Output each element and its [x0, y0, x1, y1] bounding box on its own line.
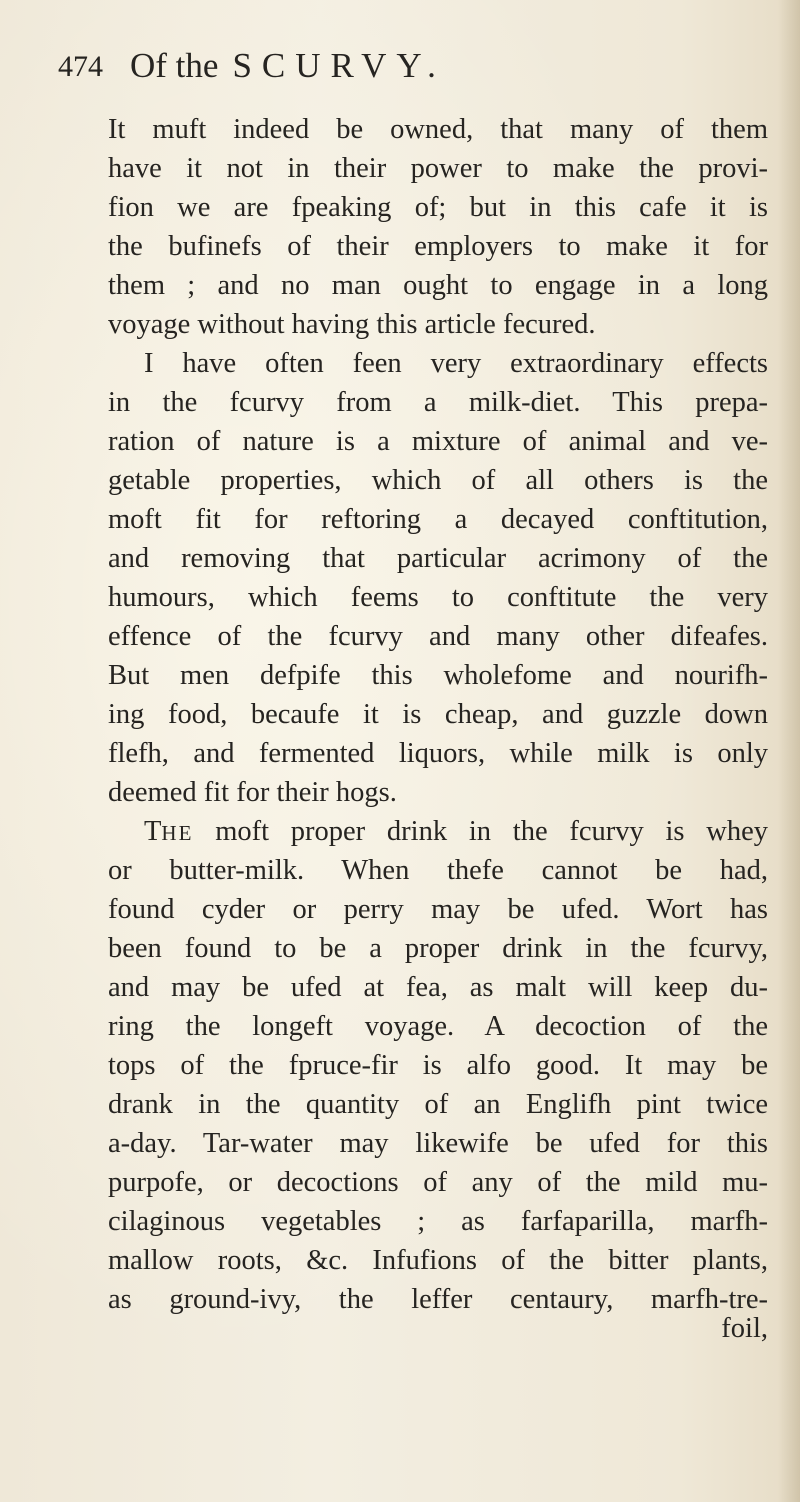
text-line: found cyder or perry may be ufed. Wort has: [108, 894, 768, 925]
catchword: foil,: [721, 1313, 768, 1344]
text-line: humours, which feems to conftitute the very: [108, 582, 768, 613]
text-line: effence of the fcurvy and many other difeafes.: [108, 621, 768, 652]
page-header: [58, 46, 758, 96]
text-line: deemed fit for their hogs.: [108, 777, 397, 808]
text-line: I have often feen very extraordinary effects: [144, 348, 768, 379]
text-line: cilaginous vegetables ; as farfaparilla, marfh-: [108, 1206, 768, 1237]
running-head-prefix: Of the: [130, 46, 219, 85]
text-line: or butter-milk. When thefe cannot be had,: [108, 855, 768, 886]
text-line: as ground-ivy, the leffer centaury, marfh-tre-: [108, 1284, 768, 1315]
text-line: a-day. Tar-water may likewife be ufed for this: [108, 1128, 768, 1159]
text-line: mallow roots, &c. Infufions of the bitter plants,: [108, 1245, 768, 1276]
text-line: and may be ufed at fea, as malt will keep du-: [108, 972, 768, 1003]
small-caps-initial: T: [144, 816, 162, 847]
text-line: fion we are fpeaking of; but in this cafe it is: [108, 192, 768, 223]
text-line: drank in the quantity of an Englifh pint twice: [108, 1089, 768, 1120]
text-line-with-small-caps: [144, 812, 768, 852]
text-line: and removing that particular acrimony of the: [108, 543, 768, 574]
text-line: purpofe, or decoctions of any of the mild mu-: [108, 1167, 768, 1198]
text-line: been found to be a proper drink in the fcurvy,: [108, 933, 768, 964]
text-line: getable properties, which of all others is the: [108, 465, 768, 496]
text-line: ring the longeft voyage. A decoction of the: [108, 1011, 768, 1042]
running-head-title: SCURVY.: [232, 46, 446, 85]
page-number: 474: [58, 50, 103, 83]
text-line: voyage without having this article fecured.: [108, 309, 596, 340]
text-line: the bufinefs of their employers to make it for: [108, 231, 768, 262]
text-line: have it not in their power to make the provi-: [108, 153, 768, 184]
running-head: [130, 46, 446, 86]
text-line-rest: moft proper drink in the fcurvy is whey: [215, 816, 768, 847]
text-line: ing food, becaufe it is cheap, and guzzle down: [108, 699, 768, 730]
text-line: them ; and no man ought to engage in a long: [108, 270, 768, 301]
text-line: But men defpife this wholefome and nourifh-: [108, 660, 768, 691]
text-line: ration of nature is a mixture of animal and ve-: [108, 426, 768, 457]
text-line: in the fcurvy from a milk-diet. This prepa-: [108, 387, 768, 418]
text-line: tops of the fpruce-fir is alfo good. It may be: [108, 1050, 768, 1081]
text-line: flefh, and fermented liquors, while milk is only: [108, 738, 768, 769]
small-caps-rest: HE: [161, 821, 194, 845]
text-line: It muft indeed be owned, that many of them: [108, 114, 768, 145]
page-edge-shadow: [778, 0, 800, 1502]
text-line: moft fit for reftoring a decayed conftitution,: [108, 504, 768, 535]
